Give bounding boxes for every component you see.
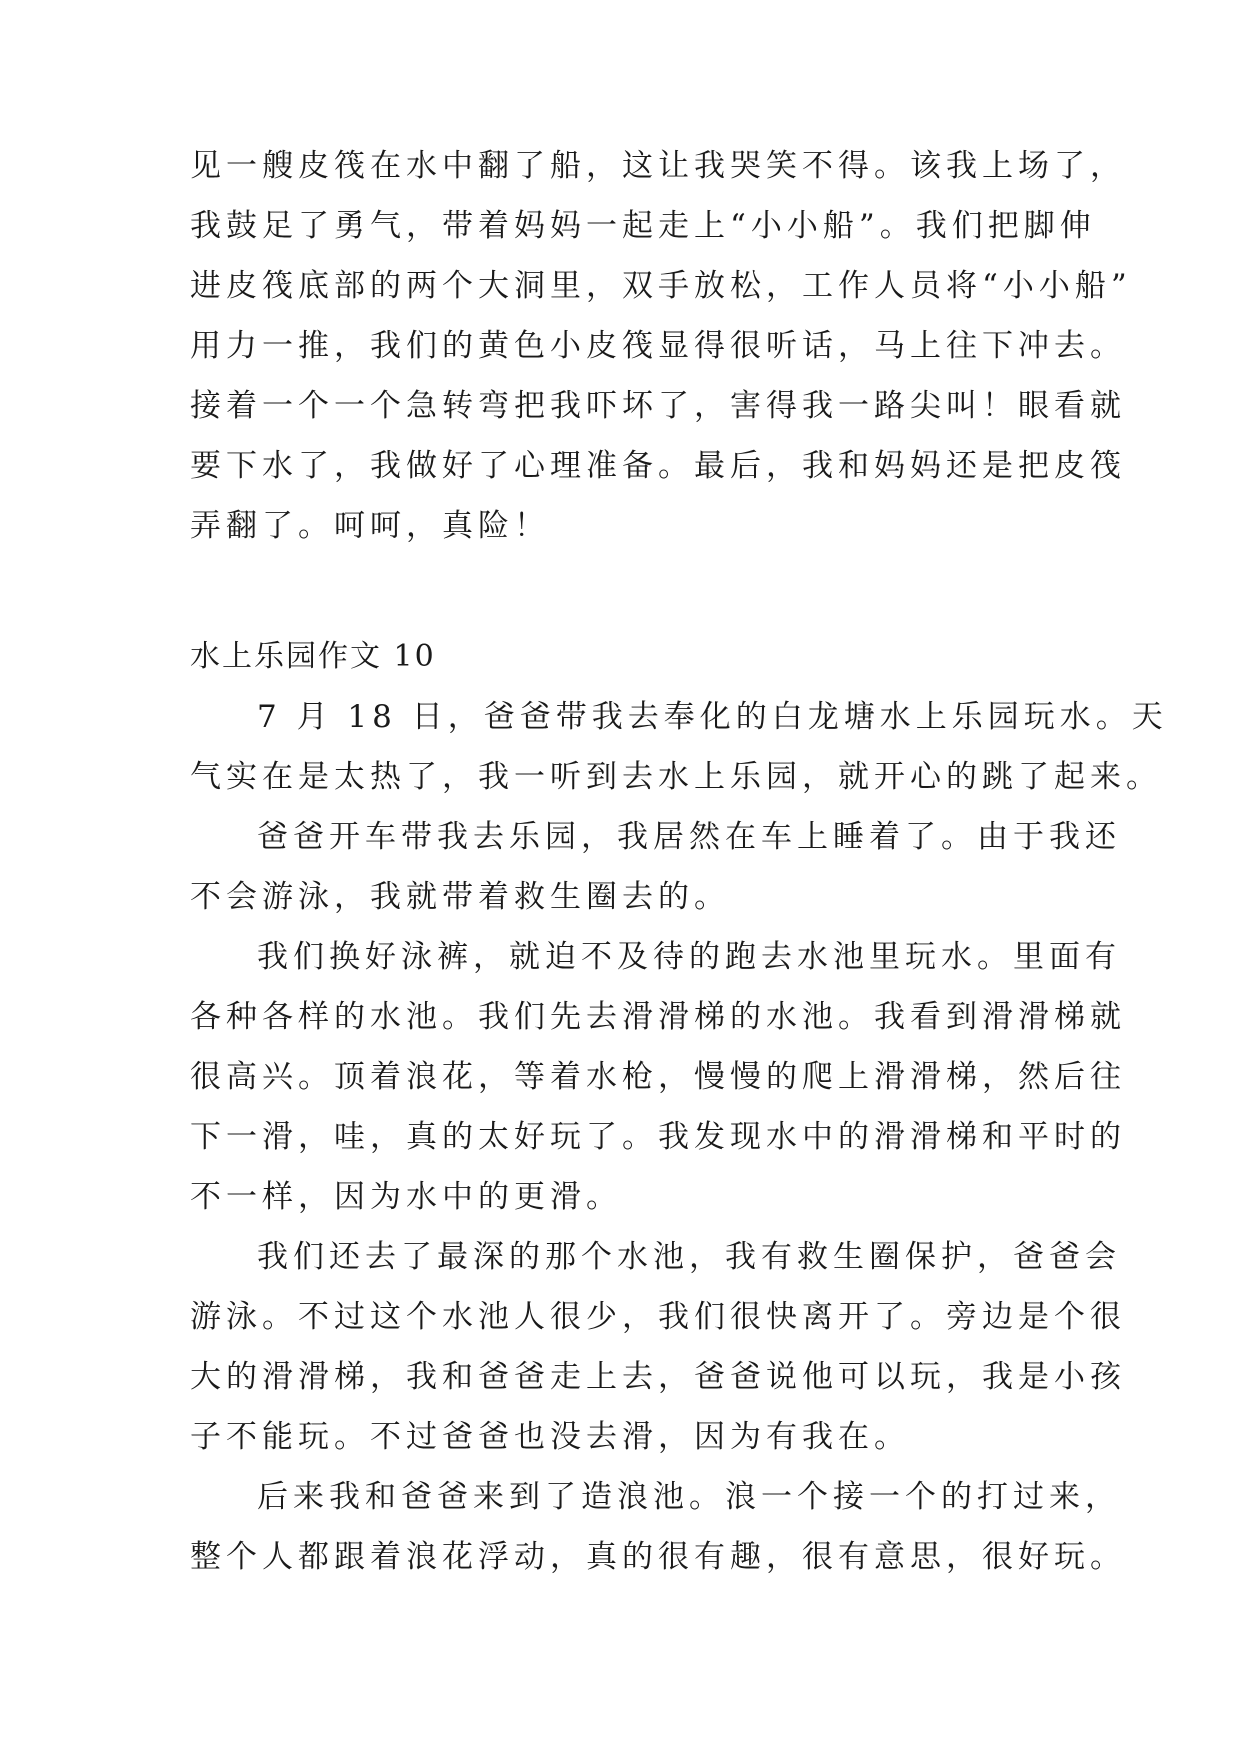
text-line: 接着一个一个急转弯把我吓坏了，害得我一路尖叫！眼看就 [190, 388, 1126, 424]
text-line: 后来我和爸爸来到了造浪池。浪一个接一个的打过来， [257, 1479, 1121, 1515]
text-line: 游泳。不过这个水池人很少，我们很快离开了。旁边是个很 [190, 1299, 1126, 1335]
text-line: 见一艘皮筏在水中翻了船，这让我哭笑不得。该我上场了， [190, 148, 1126, 184]
text-line: 用力一推，我们的黄色小皮筏显得很听话，马上往下冲去。 [190, 328, 1126, 364]
text-line: 下一滑，哇，真的太好玩了。我发现水中的滑滑梯和平时的 [190, 1119, 1126, 1155]
essay-body [190, 687, 1168, 1587]
text-line: 大的滑滑梯，我和爸爸走上去，爸爸说他可以玩，我是小孩 [190, 1359, 1126, 1395]
text-line: 我鼓足了勇气，带着妈妈一起走上“小小船”。我们把脚伸 [190, 208, 1096, 244]
essay-title: 水上乐园作文 10 [190, 639, 436, 674]
text-line: 我们还去了最深的那个水池，我有救生圈保护，爸爸会 [257, 1239, 1121, 1275]
text-line: 整个人都跟着浪花浮动，真的很有趣，很有意思，很好玩。 [190, 1539, 1126, 1575]
text-line: 弄翻了。呵呵，真险！ [190, 508, 550, 544]
text-line: 很高兴。顶着浪花，等着水枪，慢慢的爬上滑滑梯，然后往 [190, 1059, 1126, 1095]
text-line: 要下水了，我做好了心理准备。最后，我和妈妈还是把皮筏 [190, 448, 1126, 484]
text-line: 我们换好泳裤，就迫不及待的跑去水池里玩水。里面有 [257, 939, 1121, 975]
text-line: 7 月 18 日，爸爸带我去奉化的白龙塘水上乐园玩水。天 [257, 699, 1168, 735]
text-line: 爸爸开车带我去乐园，我居然在车上睡着了。由于我还 [257, 819, 1121, 855]
text-line: 各种各样的水池。我们先去滑滑梯的水池。我看到滑滑梯就 [190, 999, 1126, 1035]
text-line: 不会游泳，我就带着救生圈去的。 [190, 879, 730, 915]
text-line: 气实在是太热了，我一听到去水上乐园，就开心的跳了起来。 [190, 759, 1162, 795]
continuation-paragraph [190, 136, 1132, 556]
text-line: 不一样，因为水中的更滑。 [190, 1179, 622, 1215]
text-line: 进皮筏底部的两个大洞里，双手放松，工作人员将“小小船” [190, 268, 1132, 304]
text-line: 子不能玩。不过爸爸也没去滑，因为有我在。 [190, 1419, 910, 1455]
